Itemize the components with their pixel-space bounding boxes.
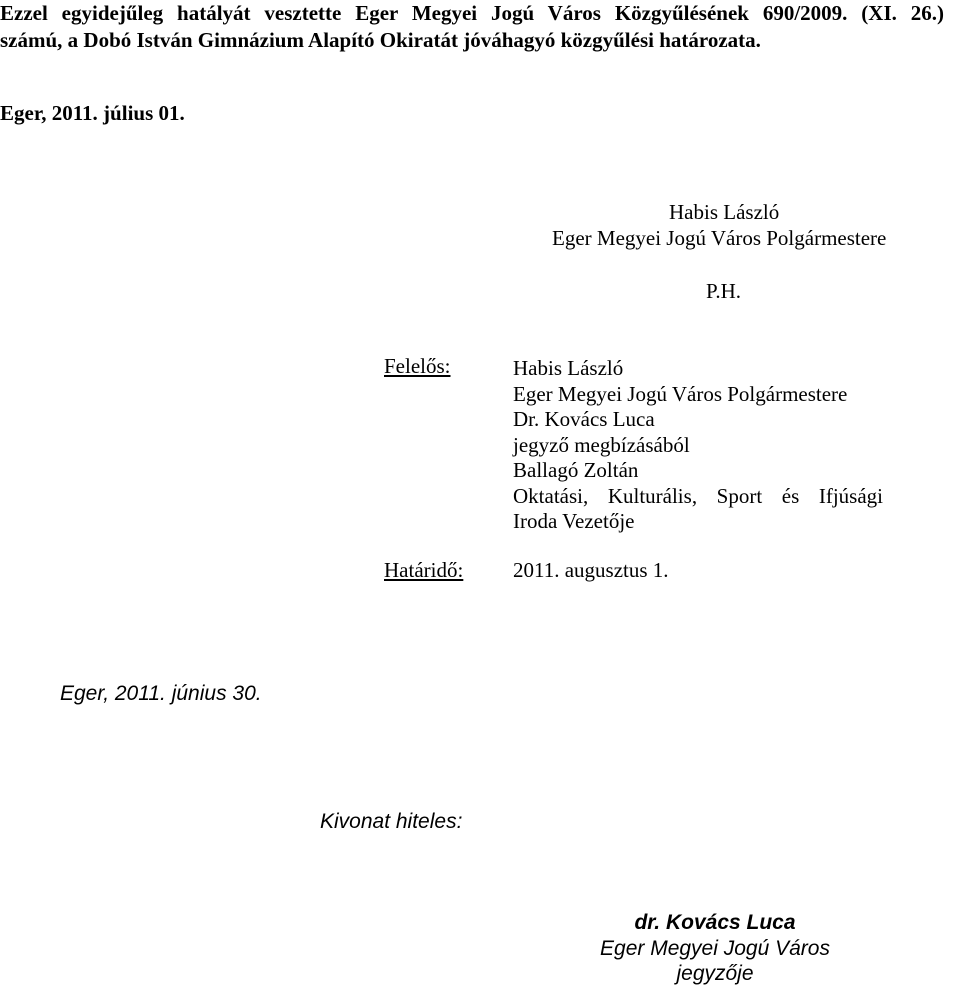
responsible-line: Habis László bbox=[513, 356, 624, 380]
mayor-name: Habis László bbox=[669, 200, 780, 224]
responsible-list bbox=[513, 356, 883, 535]
date-bottom: Eger, 2011. június 30. bbox=[60, 682, 262, 705]
notary-title: Eger Megyei Jogú Város bbox=[600, 936, 830, 960]
deadline-label: Határidő: bbox=[384, 558, 464, 582]
responsible-line: Dr. Kovács Luca bbox=[513, 407, 655, 431]
date-top: Eger, 2011. július 01. bbox=[0, 101, 185, 125]
responsible-line: Ballagó Zoltán bbox=[513, 458, 639, 482]
intro-line-1: Ezzel egyidejűleg hatályát vesztette Eger Megyei Jogú Város Közgyűlésének 690/2009. (XI. 26.) bbox=[0, 1, 944, 25]
mayor-title: Eger Megyei Jogú Város Polgármestere bbox=[552, 226, 887, 250]
ph-mark: P.H. bbox=[706, 279, 742, 303]
intro-line-2: számú, a Dobó István Gimnázium Alapító Okiratát jóváhagyó közgyűlési határozata. bbox=[0, 28, 761, 52]
notary-role: jegyzője bbox=[676, 962, 754, 985]
deadline-value: 2011. augusztus 1. bbox=[513, 558, 669, 582]
responsible-line: Eger Megyei Jogú Város Polgármestere bbox=[513, 381, 848, 406]
responsible-line: Oktatási, Kulturális, Sport és Ifjúsági bbox=[513, 483, 883, 508]
notary-name: dr. Kovács Luca bbox=[634, 911, 796, 934]
notary-signature-block bbox=[560, 910, 870, 987]
responsible-line: Iroda Vezetője bbox=[513, 509, 635, 533]
certified-label: Kivonat hiteles: bbox=[320, 810, 463, 833]
responsible-label: Felelős: bbox=[384, 354, 451, 378]
intro-paragraph bbox=[0, 0, 958, 54]
responsible-line: jegyző megbízásából bbox=[513, 432, 690, 457]
